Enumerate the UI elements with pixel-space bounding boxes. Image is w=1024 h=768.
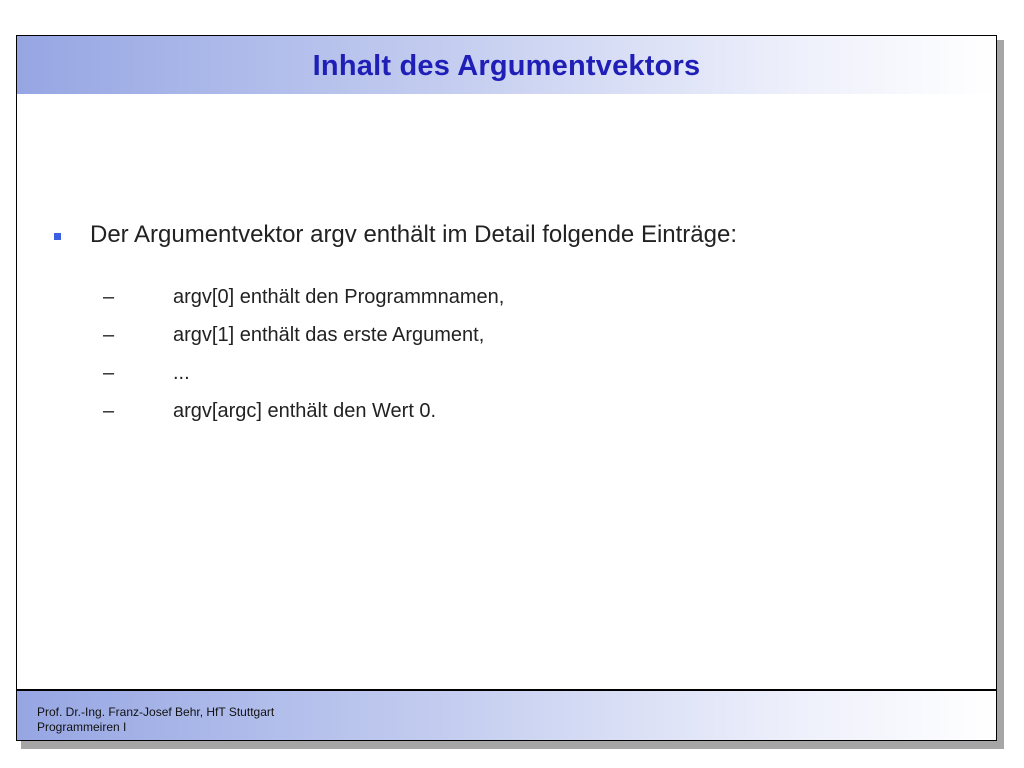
dash-bullet: – <box>103 285 115 308</box>
header-band <box>17 36 996 94</box>
sub-item <box>103 360 190 386</box>
sub-item-text: argv[1] enthält das erste Argument, <box>173 323 485 346</box>
dash-bullet: – <box>103 323 115 346</box>
square-bullet-icon <box>54 233 61 240</box>
footer-course: Programmeiren I <box>37 720 127 734</box>
slide <box>16 35 997 741</box>
dash-bullet: – <box>103 361 115 384</box>
sub-item <box>103 322 484 348</box>
sub-item-text: ... <box>173 361 190 384</box>
sub-item <box>103 284 504 310</box>
bullet-text: Der Argumentvektor argv enthält im Detail folgende Einträge: <box>90 221 738 248</box>
slide-title: Inhalt des Argumentvektors <box>312 50 701 82</box>
dash-bullet: – <box>103 399 115 422</box>
sub-item-text: argv[0] enthält den Programmnamen, <box>173 285 505 308</box>
footer-band <box>17 689 996 740</box>
footer-author: Prof. Dr.-Ing. Franz-Josef Behr, HfT Stuttgart <box>37 705 275 719</box>
sub-item-text: argv[argc] enthält den Wert 0. <box>173 399 437 422</box>
sub-item <box>103 398 436 424</box>
bullet-item <box>54 221 737 249</box>
slide-content <box>17 94 996 690</box>
